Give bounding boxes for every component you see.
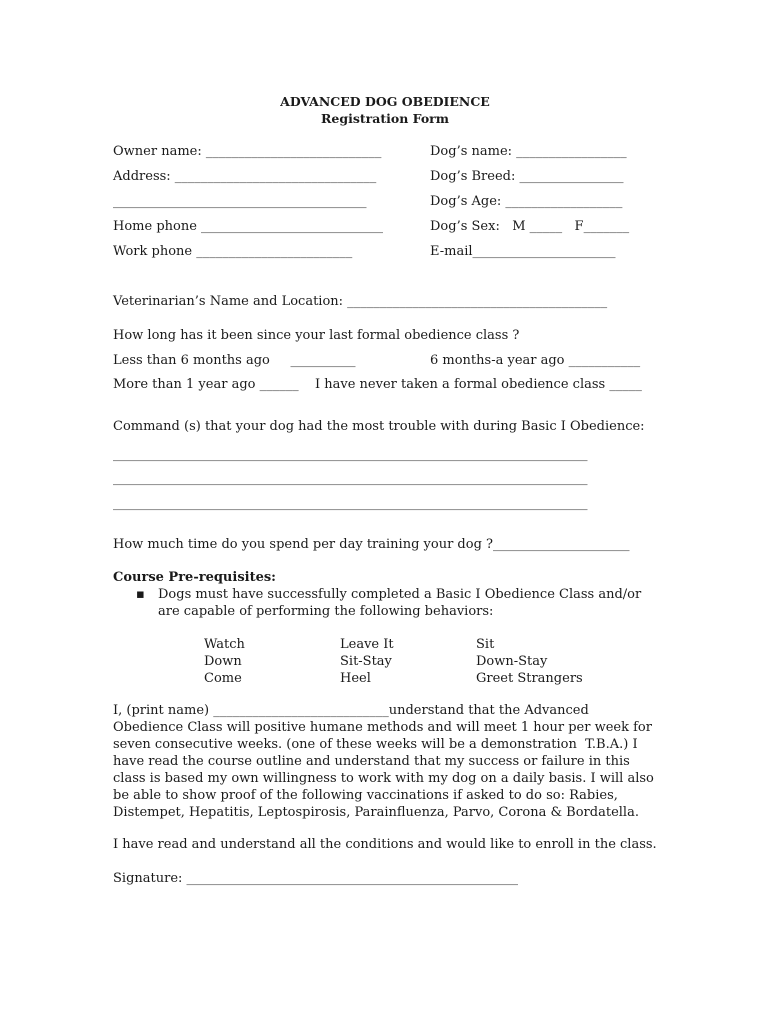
option-never-taken[interactable]: I have never taken a formal obedience class _____ [315,377,642,392]
dog-name-field[interactable]: Dog’s name: _________________ [430,144,627,159]
dog-breed-field[interactable]: Dog’s Breed: ________________ [430,169,624,184]
commands-line-3[interactable]: _________________________________________________________________________ [113,496,588,511]
vet-field[interactable]: Veterinarian’s Name and Location: ________________________________________ [113,294,608,309]
work-phone-field[interactable]: Work phone ________________________ [113,244,353,259]
agreement-text: be able to show proof of the following vaccinations if asked to do so: Rabies, [113,788,618,803]
enroll-statement: I have read and understand all the conditions and would like to enroll in the class. [113,837,657,852]
agreement-text: have read the course outline and understand that my success or failure in this [113,754,630,769]
prerequisite-line-2: are capable of performing the following behaviors: [158,604,494,619]
dog-age-field[interactable]: Dog’s Age: __________________ [430,194,623,209]
address-field[interactable]: Address: _______________________________ [113,169,377,184]
behavior-item: Leave It [340,637,394,652]
commands-question: Command (s) that your dog had the most trouble with during Basic I Obedience: [113,419,645,434]
agreement-text: Obedience Class will positive humane methods and will meet 1 hour per week for [113,720,652,735]
training-time-field[interactable]: How much time do you spend per day training your dog ?_____________________ [113,537,630,552]
owner-name-field[interactable]: Owner name: ___________________________ [113,144,382,159]
signature-field[interactable]: Signature: ___________________________________________________ [113,871,519,886]
agreement-print-name-field[interactable]: I, (print name) ___________________________understand that the Advanced [113,703,589,718]
behavior-item: Down [204,654,242,669]
behavior-item: Down-Stay [476,654,548,669]
email-field[interactable]: E-mail______________________ [430,244,616,259]
prerequisite-line-1: Dogs must have successfully completed a Basic I Obedience Class and/or [158,587,642,602]
option-more-than-1-year[interactable]: More than 1 year ago ______ [113,377,299,392]
address-line2-field[interactable]: _______________________________________ [113,194,367,209]
option-less-than-6-months[interactable]: Less than 6 months ago __________ [113,353,356,368]
behavior-item: Sit-Stay [340,654,392,669]
behavior-item: Greet Strangers [476,671,583,686]
commands-line-2[interactable]: _________________________________________________________________________ [113,471,588,486]
behavior-item: Sit [476,637,495,652]
behavior-item: Watch [204,637,245,652]
agreement-text: class is based my own willingness to work with my dog on a daily basis. I will also [113,771,654,786]
option-6-months-to-year[interactable]: 6 months-a year ago ___________ [430,353,641,368]
dog-sex-field[interactable]: Dog’s Sex: M _____ F_______ [430,219,630,234]
agreement-text: seven consecutive weeks. (one of these weeks will be a demonstration T.B.A.) I [113,737,638,752]
commands-line-1[interactable]: _________________________________________________________________________ [113,447,588,462]
bullet-icon: ▪ [136,587,145,602]
home-phone-field[interactable]: Home phone ____________________________ [113,219,384,234]
behavior-item: Heel [340,671,371,686]
agreement-text: Distempet, Hepatitis, Leptospirosis, Parainfluenza, Parvo, Corona & Bordatella. [113,805,639,820]
form-title: ADVANCED DOG OBEDIENCE [280,94,490,109]
prerequisites-heading: Course Pre-requisites: [113,570,276,585]
last-class-question: How long has it been since your last formal obedience class ? [113,328,520,343]
form-subtitle: Registration Form [321,111,449,126]
behavior-item: Come [204,671,242,686]
